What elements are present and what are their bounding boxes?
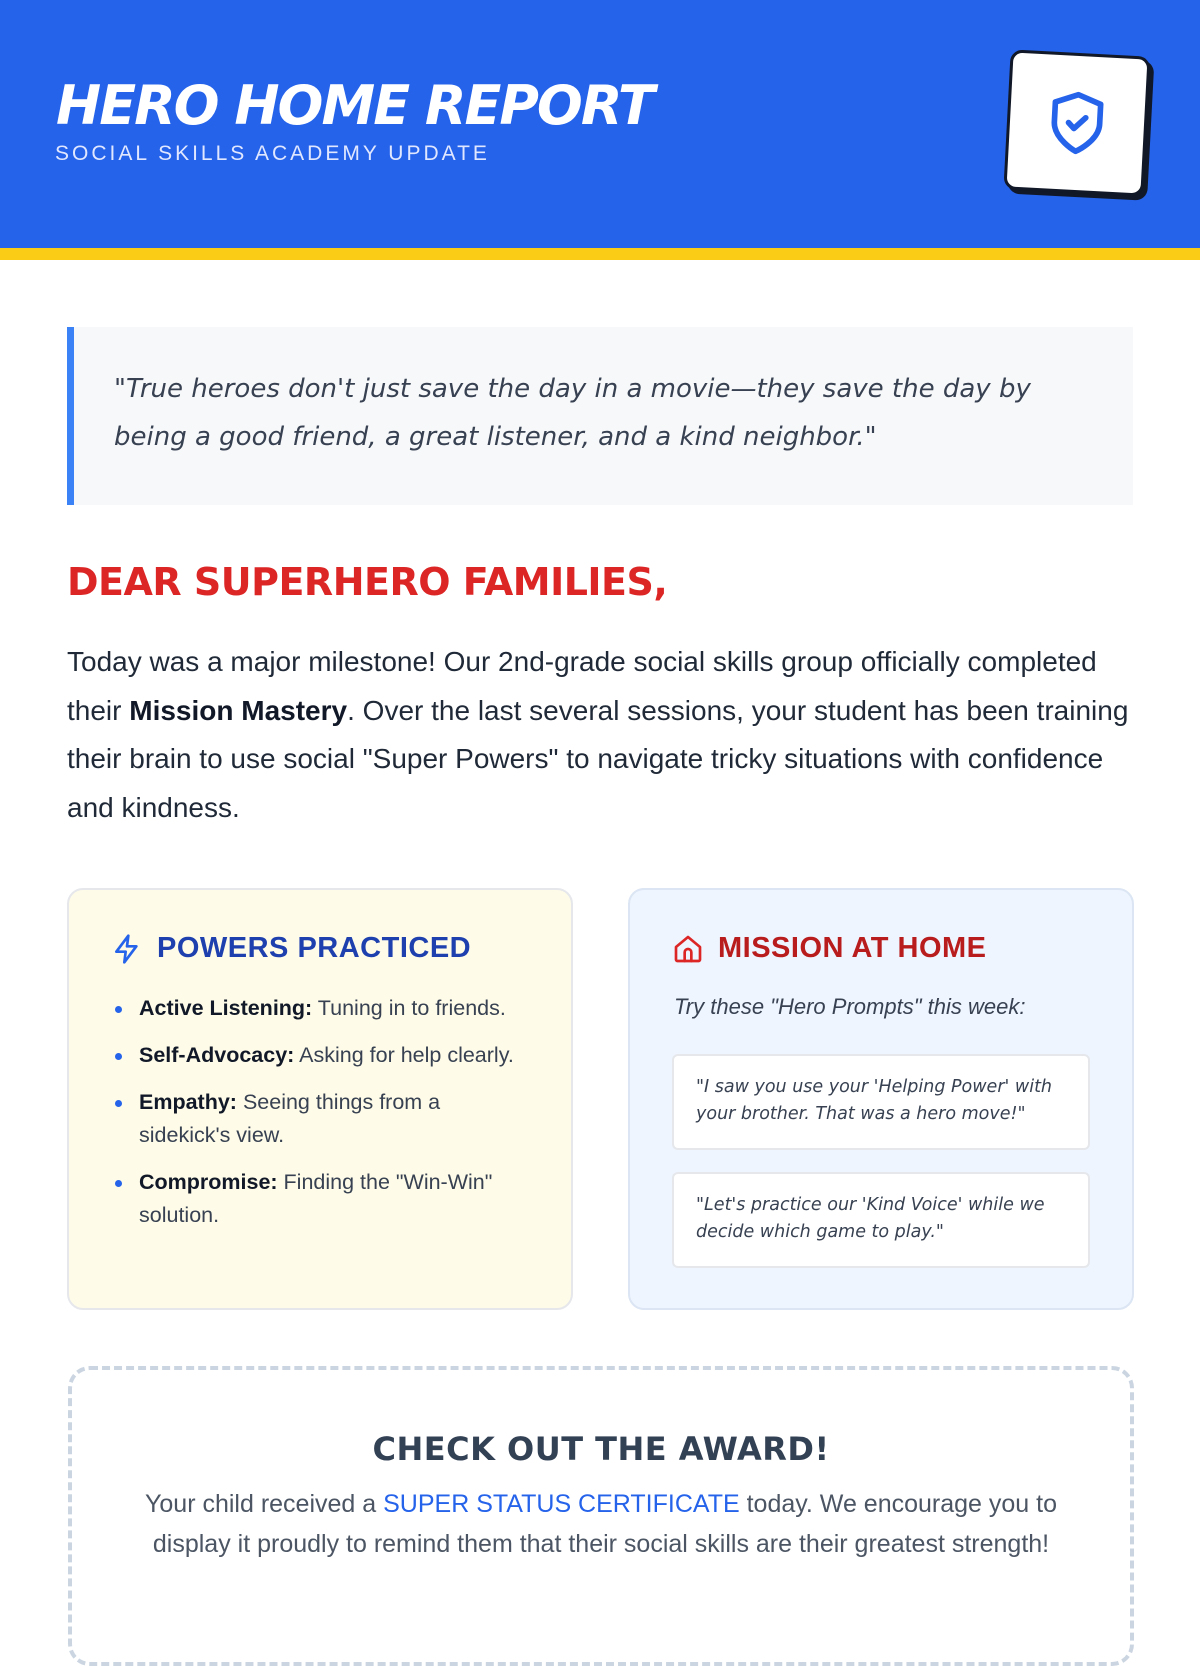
report-title: HERO HOME REPORT — [56, 74, 653, 137]
lightning-icon — [111, 933, 143, 965]
shield-check-icon — [1041, 84, 1113, 161]
prompt-intro: Try these "Hero Prompts" this week: — [674, 994, 1026, 1019]
greeting-heading: DEAR SUPERHERO FAMILIES, — [67, 560, 668, 604]
award-text — [132, 1484, 1070, 1564]
award-text-after: today. We encourage you to display it proudly to remind them that their social skills are their greatest strength! — [152, 1490, 1057, 1558]
home-icon — [672, 933, 704, 965]
power-desc: Finding the "Win-Win" solution. — [139, 1170, 493, 1227]
mission-card-header — [672, 932, 987, 965]
intro-paragraph — [67, 638, 1147, 832]
shield-badge — [1003, 49, 1150, 196]
power-term: Active Listening: — [139, 996, 313, 1020]
hero-prompt-card: "Let's practice our 'Kind Voice' while we decide which game to play." — [672, 1172, 1090, 1268]
power-term: Self-Advocacy: — [139, 1043, 295, 1067]
mission-card — [628, 888, 1134, 1310]
intro-bold-term: Mission Mastery — [129, 694, 348, 726]
award-title: CHECK OUT THE AWARD! — [372, 1430, 830, 1468]
mission-card-title: MISSION AT HOME — [718, 932, 987, 964]
hero-prompt-card: "I saw you use your 'Helping Power' with your brother. That was a hero move!" — [672, 1054, 1090, 1150]
power-desc: Seeing things from a sidekick's view. — [139, 1090, 441, 1147]
report-subtitle: SOCIAL SKILLS ACADEMY UPDATE — [55, 142, 490, 165]
report-header — [0, 0, 1200, 260]
hero-quote — [67, 327, 1133, 505]
power-desc: Tuning in to friends. — [312, 996, 506, 1020]
list-item — [115, 992, 535, 1025]
power-desc: Asking for help clearly. — [294, 1043, 514, 1067]
powers-card — [67, 888, 573, 1310]
quote-text: "True heroes don't just save the day in a movie—they save the day by being a good friend, a great listener, and a kind neighbor." — [114, 374, 1031, 452]
power-term: Empathy: — [139, 1090, 237, 1114]
list-item — [115, 1166, 535, 1232]
award-highlight: SUPER STATUS CERTIFICATE — [383, 1490, 740, 1518]
list-item — [115, 1039, 535, 1072]
powers-card-header — [111, 932, 471, 965]
award-text-before: Your child received a — [145, 1490, 384, 1518]
intro-text-2: . Over the last several sessions, your student has been training their brain to use social "Super Powers" to navigate tricky situations with confidence and kindness. — [67, 694, 1129, 823]
powers-card-title: POWERS PRACTICED — [157, 932, 472, 964]
power-term: Compromise: — [139, 1170, 278, 1194]
award-section — [68, 1366, 1134, 1666]
list-item — [115, 1086, 535, 1152]
powers-list — [115, 992, 535, 1246]
intro-text-1: Today was a major milestone! Our 2nd-grade social skills group officially completed their — [67, 646, 1097, 726]
